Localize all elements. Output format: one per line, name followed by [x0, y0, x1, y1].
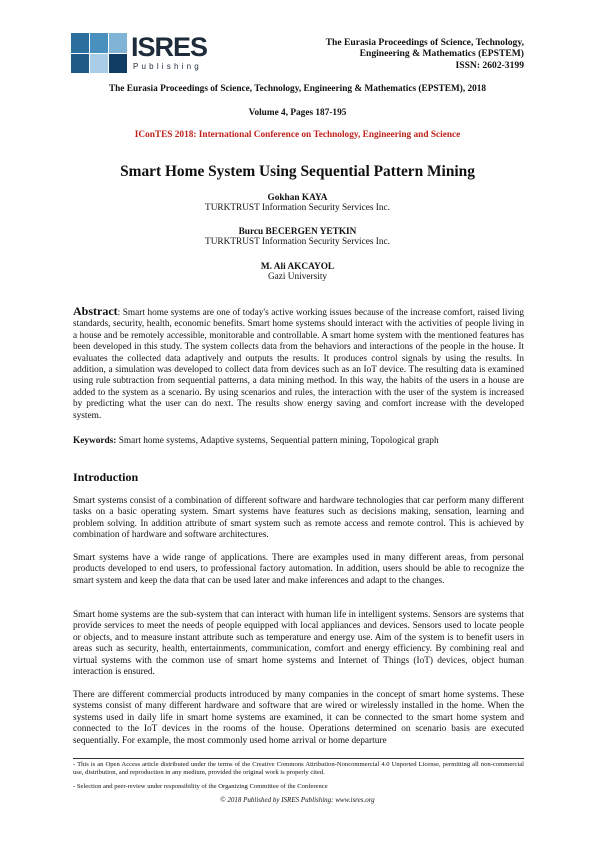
paragraph: There are different commercial products introduced by many companies in the concept of smart home systems. These systems consist of many different hardware and software that are wired or wirelessly installed in the home. When the systems used in daily life in smart home systems are examined, it can be connected to the smart home system and connected to the IoT devices in the rooms of the house. Operations determined on scenario basis are executed sequentially. For example, the most commonly used home arrival or home departure: [73, 690, 524, 746]
paper-title: Smart Home System Using Sequential Pattern Mining: [120, 163, 475, 180]
author-block-3: [0, 262, 595, 282]
author-block-1: [0, 193, 595, 213]
author-name: Burcu BECERGEN YETKIN: [238, 227, 357, 237]
keywords: [73, 436, 524, 447]
abstract: [73, 306, 524, 422]
conference-line: IConTES 2018: International Conference on Technology, Engineering and Science: [134, 130, 461, 140]
author-name: Gokhan KAYA: [267, 193, 328, 203]
proceedings-line: The Eurasia Proceedings of Science, Technology, Engineering & Mathematics (EPSTEM), 2018: [108, 84, 487, 94]
issn: ISSN: 2602-3199: [455, 59, 524, 71]
paragraph: Smart systems consist of a combination of different software and hardware technologies that car perform many different tasks on a basic operating system. Smart systems have features such as decisions making, sensation, learning and problem solving. In addition attribute of smart system such as remote access and remote control. This is achieved by combination of hardware and software architectures.: [73, 496, 524, 541]
abstract-text: : Smart home systems are one of today's active working issues because of the increase comfort, raised living standards, security, health, economic benefits. Smart home systems should interact with the activities of people living in a house and be remotely accessible, monitorable and controllable. A smart home system with the mentioned features has been developed in this study. The system collects data from the behaviors and interactions of the people in the house. It evaluates the collected data adaptively and outputs the results. It produces control signals by using the results. In addition, a simulation was developed to collect data from devices such as an IoT device. The resulting data is examined using rule subtraction from sequential patterns, a data mining method. In this way, the habits of the users in a house are added to the system as a scenario. By using scenarios and rules, the interaction with the user of the system is increased by predicting what the user can do next. The results show energy saving and comfort increase with the developed system.: [73, 308, 524, 421]
author-affiliation: Gazi University: [267, 272, 328, 282]
copyright-line: © 2018 Published by ISRES Publishing: www.isres.org: [220, 796, 375, 804]
section-heading-introduction: Introduction: [73, 470, 139, 484]
author-affiliation: TURKTRUST Information Security Services Inc.: [205, 203, 390, 213]
volume-line: Volume 4, Pages 187-195: [248, 108, 347, 118]
journal-info: [326, 37, 524, 71]
footnote-divider: [73, 758, 524, 759]
keywords-text: Smart home systems, Adaptive systems, Sequential pattern mining, Topological graph: [116, 436, 439, 446]
author-name: M. Ali AKCAYOL: [260, 262, 335, 272]
abstract-label: Abstract: [73, 304, 118, 318]
page-header: [0, 0, 595, 80]
author-block-2: [0, 227, 595, 247]
peer-review-footnote: - Selection and peer-review under responsibility of the Organizing Committee of the Conference: [73, 783, 328, 790]
paragraph: Smart home systems are the sub-system that can interact with human life in intelligent systems. Sensors are systems that provide services to meet the needs of people equipped with local appliances and devices. Sensors used to locate people or objects, and to measure instant attribute such as temperature and energy use. Aim of the system is to benefit users in areas such as security, health, entertainments, communication, comfort and energy efficiency. By combining real and virtual systems with the common use of smart home systems and Internet of Things (IoT) devices, object human interaction is ensured.: [73, 610, 524, 678]
isres-logo: [71, 32, 208, 73]
logo-text: ISRES: [131, 32, 208, 62]
paragraph: Smart systems have a wide range of applications. There are examples used in many different areas, from personal products developed to end users, to professional factory automation. In addition, users should be able to recognize the smart system and keep the data that can be used later and make inferences and adapt to the changes.: [73, 553, 524, 586]
journal-name-line1: The Eurasia Proceedings of Science, Technology,: [325, 37, 524, 48]
author-affiliation: TURKTRUST Information Security Services Inc.: [205, 237, 390, 247]
logo-mark-icon: [71, 33, 127, 73]
logo-subtext: Publishing: [133, 62, 202, 71]
journal-name-line2: Engineering & Mathematics (EPSTEM): [359, 48, 524, 60]
license-footnote: - This is an Open Access article distributed under the terms of the Creative Commons Attribution-Noncommercial 4.0 Unported License, permitting all non-commercial use, distribution, and reproduction in any medium, provided the original work is properly cited.: [73, 761, 524, 777]
keywords-label: Keywords:: [73, 436, 117, 446]
